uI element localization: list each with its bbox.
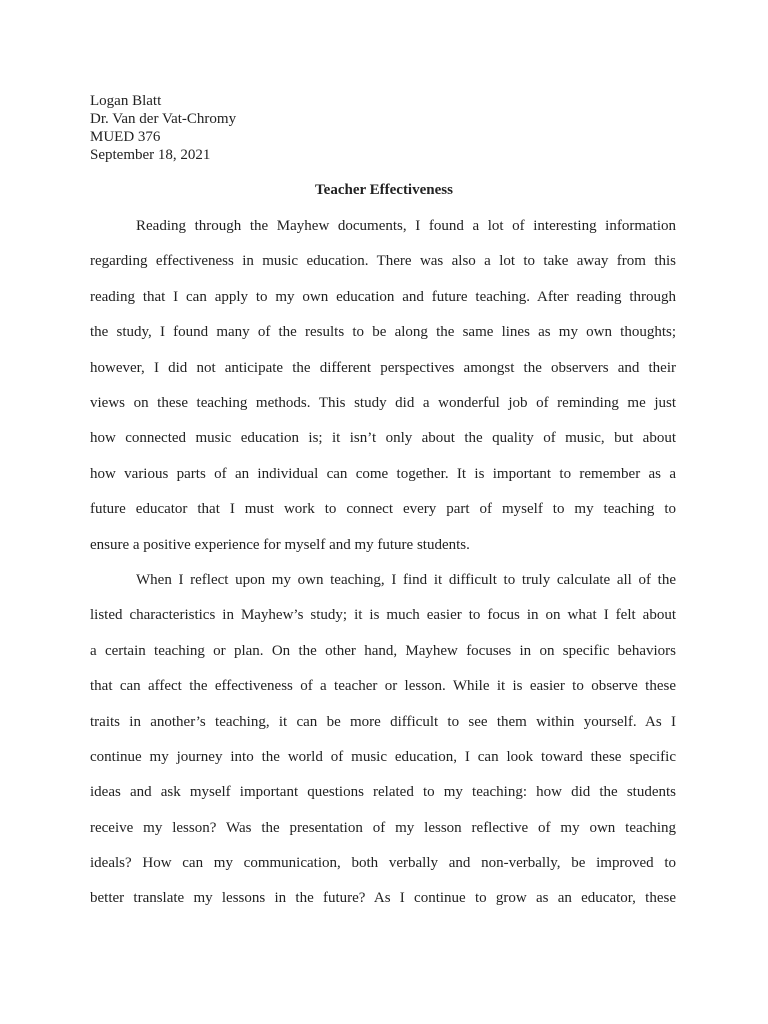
text-line: that can affect the effectiveness of a teacher or lesson. While it is easier to observe these — [90, 678, 676, 694]
document-header — [90, 92, 236, 164]
text-line: Reading through the Mayhew documents, I found a lot of interesting information — [136, 218, 676, 234]
text-line: a certain teaching or plan. On the other hand, Mayhew focuses in on specific behaviors — [90, 643, 676, 659]
text-line: receive my lesson? Was the presentation of my lesson reflective of my own teaching — [90, 820, 676, 836]
text-line: continue my journey into the world of music education, I can look toward these specific — [90, 749, 676, 765]
text-line: views on these teaching methods. This study did a wonderful job of reminding me just — [90, 395, 676, 411]
text-line: listed characteristics in Mayhew’s study; it is much easier to focus in on what I felt about — [90, 607, 676, 623]
text-line: better translate my lessons in the future? As I continue to grow as an educator, these — [90, 890, 676, 906]
text-line: regarding effectiveness in music education. There was also a lot to take away from this — [90, 253, 676, 269]
text-line: future educator that I must work to connect every part of myself to my teaching to — [90, 501, 676, 517]
document-date: September 18, 2021 — [90, 147, 211, 163]
course-code: MUED 376 — [90, 129, 161, 145]
author-name: Logan Blatt — [90, 93, 162, 109]
text-line: ensure a positive experience for myself and my future students. — [90, 537, 470, 553]
document-title: Teacher Effectiveness — [315, 182, 453, 198]
text-line: reading that I can apply to my own education and future teaching. After reading through — [90, 289, 676, 305]
text-line: ideas and ask myself important questions related to my teaching: how did the students — [90, 784, 676, 800]
text-line: how various parts of an individual can come together. It is important to remember as a — [90, 466, 676, 482]
text-line: however, I did not anticipate the different perspectives amongst the observers and their — [90, 360, 676, 376]
text-line: how connected music education is; it isn’t only about the quality of music, but about — [90, 430, 676, 446]
text-line: When I reflect upon my own teaching, I find it difficult to truly calculate all of the — [136, 572, 676, 588]
text-line: ideals? How can my communication, both verbally and non-verbally, be improved to — [90, 855, 676, 871]
text-line: traits in another’s teaching, it can be more difficult to see them within yourself. As I — [90, 714, 676, 730]
instructor-name: Dr. Van der Vat-Chromy — [90, 111, 237, 127]
text-line: the study, I found many of the results to be along the same lines as my own thoughts; — [90, 324, 676, 340]
